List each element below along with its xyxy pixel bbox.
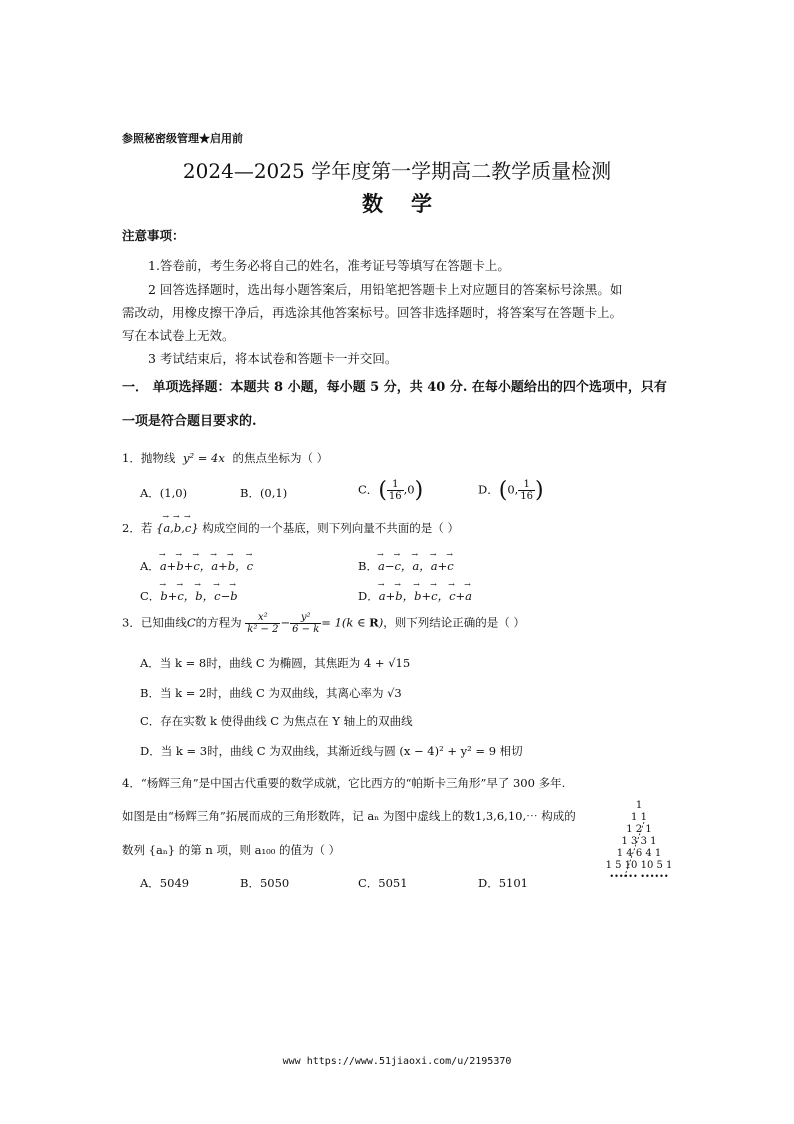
- secrecy-label: 参照秘密级管理★启用前: [122, 132, 243, 145]
- question-1-suffix: 的焦点坐标为（ ）: [232, 451, 329, 465]
- question-1-option-b: B．(0,1): [240, 486, 288, 500]
- triangle-row-3: 1 2 1: [626, 824, 652, 835]
- triangle-row-6: 1 5 10 10 5 1: [605, 860, 673, 871]
- notice-item-2-line-3: 写在本试卷上无效。: [122, 328, 235, 343]
- question-3-option-a: A．当 k = 8时，曲线 C 为椭圆，其焦距为 4 + √15: [140, 656, 411, 670]
- question-4-option-d: D．5101: [478, 876, 528, 890]
- exam-title: 2024—2025 学年度第一学期高二教学质量检测: [182, 159, 612, 183]
- yanghui-triangle-figure: [584, 800, 694, 890]
- notice-item-1: 1.答卷前，考生务必将自己的姓名，准考证号等填写在答题卡上。: [148, 258, 510, 273]
- question-1-option-a: A．(1,0): [140, 486, 188, 500]
- question-3-stem: 3．已知曲线C的方程为 $\frac{\text{x²}}{\text{k² − 2}}$ − $\frac{\text{y²}}{6 - k}$ = 1(k ∈ R)，则下列结论正确的是（ ）: [122, 612, 525, 635]
- question-4-line-2: 如图是由“杨辉三角”拓展而成的三角形数阵，记 aₙ 为图中虚线上的数1,3,6,10,⋯ 构成的: [122, 809, 576, 823]
- question-4-option-c: C．5051: [358, 876, 408, 890]
- question-2-option-a: A．→ a+→ b+→ c，→ a+→ b，→ c: [140, 558, 253, 574]
- question-4-option-a: A．5049: [140, 876, 190, 890]
- triangle-row-2: 1 1: [631, 812, 647, 823]
- question-1-option-d: D．(0, $\frac{1}{16}$ ): [478, 478, 544, 503]
- question-2-stem: 2．若 {→ a,→ b,→ c} 构成空间的一个基底，则下列向量不共面的是（ ）: [122, 520, 459, 536]
- triangle-row-4: 1 3 3 1: [621, 836, 657, 847]
- question-2-option-b: B．→ a−→ c，→ a，→ a+→ c: [358, 558, 454, 574]
- question-4-option-b: B．5050: [240, 876, 290, 890]
- question-4-line-1: 4．“杨辉三角”是中国古代重要的数学成就，它比西方的“帕斯卡三角形”早了 300 多年.: [122, 776, 566, 790]
- notice-item-2-line-1: 2 回答选择题时，选出每小题答案后，用铅笔把答题卡上对应题目的答案标号涂黑。如: [148, 282, 623, 297]
- triangle-row-5: 1 4 6 4 1: [616, 848, 662, 859]
- footer-url: www https://www.51jiaoxi.com/u/2195370: [282, 1056, 512, 1067]
- notice-item-2-line-2: 需改动，用橡皮擦干净后，再选涂其他答案标号。回答非选择题时，将答案写在答题卡上。: [122, 305, 623, 320]
- notice-item-3: 3 考试结束后，将本试卷和答题卡一并交回。: [148, 351, 398, 366]
- question-2-option-c: C．→ b+→ c，→ b，→ c−→ b: [140, 588, 238, 604]
- question-1-option-c: C．( $\frac{1}{16}$ ,0): [358, 478, 424, 503]
- triangle-dots: •••••• ••••••: [609, 872, 669, 881]
- triangle-row-1: 1: [635, 800, 643, 811]
- question-1-prefix: 1．抛物线: [122, 451, 176, 465]
- question-1-equation: y² = 4x: [182, 451, 225, 465]
- section-heading-line-2: 一项是符合题目要求的.: [122, 414, 257, 429]
- question-3-option-d: D．当 k = 3时，曲线 C 为双曲线，其渐近线与圆 (x − 4)² + y² = 9 相切: [140, 744, 523, 758]
- notice-heading: 注意事项：: [122, 228, 185, 243]
- subject-title: 数学: [362, 191, 460, 216]
- question-3-option-b: B．当 k = 2时，曲线 C 为双曲线，其离心率为 √3: [140, 686, 402, 700]
- question-1-stem: [122, 450, 328, 466]
- section-heading-line-1: 一． 单项选择题：本题共 8 小题，每小题 5 分，共 40 分. 在每小题给出的四个选项中，只有: [122, 380, 667, 395]
- question-2-option-d: D．→ a+→ b，→ b+→ c，→ c+→ a: [358, 588, 472, 604]
- question-3-option-c: C．存在实数 k 使得曲线 C 为焦点在 Y 轴上的双曲线: [140, 714, 413, 728]
- question-4-line-3: 数列 {aₙ} 的第 n 项，则 a₁₀₀ 的值为（ ）: [122, 843, 341, 857]
